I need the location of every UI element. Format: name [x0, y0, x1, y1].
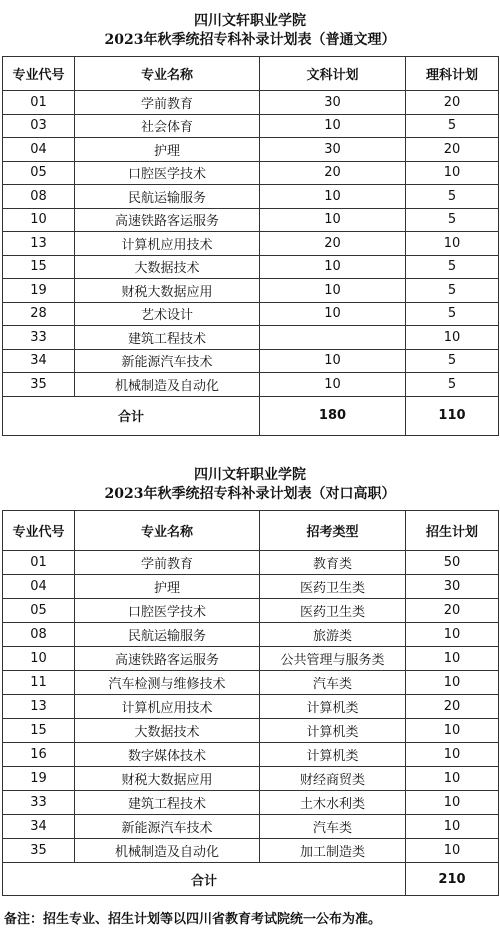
code-cell: 34 [3, 349, 75, 373]
code-cell: 35 [3, 839, 75, 863]
code-cell: 15 [3, 255, 75, 279]
table-row [3, 255, 499, 279]
col4-cell: 10 [406, 671, 499, 695]
table-row [3, 599, 499, 623]
major-cell: 高速铁路客运服务 [75, 647, 260, 671]
code-cell: 19 [3, 767, 75, 791]
table-row [3, 815, 499, 839]
table-row [3, 839, 499, 863]
major-cell: 学前教育 [75, 551, 260, 575]
major-cell: 口腔医学技术 [75, 599, 260, 623]
col3-cell: 10 [260, 114, 406, 138]
header-cell: 文科计划 [260, 57, 406, 91]
header-cell: 专业代号 [3, 57, 75, 91]
col4-cell: 10 [406, 326, 499, 350]
major-cell: 口腔医学技术 [75, 161, 260, 185]
code-cell: 05 [3, 161, 75, 185]
col3-cell: 汽车类 [260, 815, 406, 839]
major-cell: 学前教育 [75, 91, 260, 115]
table-row [3, 114, 499, 138]
header-cell: 招考类型 [260, 511, 406, 551]
table-row [3, 349, 499, 373]
table2-title-line2: 2023年秋季统招专科补录计划表（对口高职） [104, 486, 396, 502]
table-row [3, 161, 499, 185]
total-label: 合计 [3, 396, 260, 435]
col4-cell: 10 [406, 232, 499, 256]
footnote: 备注：招生专业、招生计划等以四川省教育考试院统一公布为准。 [4, 912, 382, 927]
col3-cell: 旅游类 [260, 623, 406, 647]
major-cell: 护理 [75, 138, 260, 162]
table-row [3, 671, 499, 695]
col4-cell: 50 [406, 551, 499, 575]
major-cell: 民航运输服务 [75, 623, 260, 647]
code-cell: 08 [3, 623, 75, 647]
code-cell: 15 [3, 719, 75, 743]
major-cell: 社会体育 [75, 114, 260, 138]
major-cell: 新能源汽车技术 [75, 349, 260, 373]
col4-cell: 10 [406, 743, 499, 767]
col3-cell: 教育类 [260, 551, 406, 575]
total-row [3, 863, 499, 896]
header-cell: 理科计划 [406, 57, 499, 91]
col4-cell: 5 [406, 349, 499, 373]
col3-cell: 10 [260, 349, 406, 373]
code-cell: 16 [3, 743, 75, 767]
col3-cell: 20 [260, 232, 406, 256]
col3-cell: 加工制造类 [260, 839, 406, 863]
col3-cell: 公共管理与服务类 [260, 647, 406, 671]
table-row [3, 623, 499, 647]
table-row [3, 326, 499, 350]
code-cell: 03 [3, 114, 75, 138]
col3-cell [260, 326, 406, 350]
code-cell: 35 [3, 373, 75, 397]
col4-cell: 5 [406, 373, 499, 397]
major-cell: 建筑工程技术 [75, 791, 260, 815]
code-cell: 01 [3, 91, 75, 115]
col3-cell: 汽车类 [260, 671, 406, 695]
col4-cell: 20 [406, 138, 499, 162]
col4-cell: 5 [406, 185, 499, 209]
header-row [3, 511, 499, 551]
col4-cell: 10 [406, 839, 499, 863]
code-cell: 13 [3, 232, 75, 256]
table1-title [0, 12, 500, 50]
table-row [3, 373, 499, 397]
major-cell: 建筑工程技术 [75, 326, 260, 350]
major-cell: 艺术设计 [75, 302, 260, 326]
general-plan-table [2, 56, 499, 436]
table-row [3, 551, 499, 575]
col3-cell: 10 [260, 208, 406, 232]
col3-cell: 计算机类 [260, 695, 406, 719]
vocational-plan-table [2, 510, 499, 896]
table2-title-line1: 四川文轩职业学院 [194, 467, 306, 483]
table-row [3, 575, 499, 599]
major-cell: 财税大数据应用 [75, 767, 260, 791]
major-cell: 数字媒体技术 [75, 743, 260, 767]
col3-cell: 30 [260, 138, 406, 162]
col4-cell: 5 [406, 255, 499, 279]
table-row [3, 138, 499, 162]
table-row [3, 767, 499, 791]
table-row [3, 743, 499, 767]
major-cell: 新能源汽车技术 [75, 815, 260, 839]
table-row [3, 185, 499, 209]
table-row [3, 719, 499, 743]
code-cell: 33 [3, 326, 75, 350]
total-row [3, 396, 499, 435]
col3-cell: 财经商贸类 [260, 767, 406, 791]
major-cell: 民航运输服务 [75, 185, 260, 209]
table1-title-line2: 2023年秋季统招专科补录计划表（普通文理） [104, 32, 396, 48]
code-cell: 05 [3, 599, 75, 623]
major-cell: 护理 [75, 575, 260, 599]
col3-cell: 医药卫生类 [260, 599, 406, 623]
table-row [3, 302, 499, 326]
major-cell: 财税大数据应用 [75, 279, 260, 303]
table-row [3, 208, 499, 232]
header-cell: 专业名称 [75, 57, 260, 91]
col3-cell: 10 [260, 373, 406, 397]
major-cell: 机械制造及自动化 [75, 839, 260, 863]
header-cell: 专业代号 [3, 511, 75, 551]
code-cell: 08 [3, 185, 75, 209]
col4-cell: 10 [406, 161, 499, 185]
total-science: 110 [406, 396, 499, 435]
major-cell: 计算机应用技术 [75, 232, 260, 256]
major-cell: 大数据技术 [75, 719, 260, 743]
col4-cell: 5 [406, 279, 499, 303]
major-cell: 大数据技术 [75, 255, 260, 279]
col3-cell: 10 [260, 279, 406, 303]
table-row [3, 232, 499, 256]
col4-cell: 10 [406, 791, 499, 815]
total-label: 合计 [3, 863, 406, 896]
code-cell: 10 [3, 208, 75, 232]
col4-cell: 5 [406, 114, 499, 138]
col4-cell: 20 [406, 91, 499, 115]
code-cell: 13 [3, 695, 75, 719]
col3-cell: 医药卫生类 [260, 575, 406, 599]
code-cell: 11 [3, 671, 75, 695]
col4-cell: 20 [406, 695, 499, 719]
total-plan: 210 [406, 863, 499, 896]
total-arts: 180 [260, 396, 406, 435]
code-cell: 01 [3, 551, 75, 575]
table-row [3, 279, 499, 303]
col4-cell: 30 [406, 575, 499, 599]
col4-cell: 20 [406, 599, 499, 623]
header-row [3, 57, 499, 91]
col3-cell: 10 [260, 185, 406, 209]
col3-cell: 10 [260, 255, 406, 279]
code-cell: 28 [3, 302, 75, 326]
table-row [3, 695, 499, 719]
table-row [3, 91, 499, 115]
col3-cell: 10 [260, 302, 406, 326]
code-cell: 10 [3, 647, 75, 671]
code-cell: 04 [3, 575, 75, 599]
code-cell: 19 [3, 279, 75, 303]
code-cell: 34 [3, 815, 75, 839]
col3-cell: 计算机类 [260, 743, 406, 767]
col4-cell: 5 [406, 302, 499, 326]
col4-cell: 10 [406, 623, 499, 647]
col4-cell: 10 [406, 815, 499, 839]
header-cell: 专业名称 [75, 511, 260, 551]
col4-cell: 10 [406, 767, 499, 791]
col3-cell: 30 [260, 91, 406, 115]
col4-cell: 10 [406, 647, 499, 671]
table-row [3, 647, 499, 671]
code-cell: 04 [3, 138, 75, 162]
col4-cell: 10 [406, 719, 499, 743]
major-cell: 机械制造及自动化 [75, 373, 260, 397]
col4-cell: 5 [406, 208, 499, 232]
major-cell: 汽车检测与维修技术 [75, 671, 260, 695]
table-row [3, 791, 499, 815]
table1-title-line1: 四川文轩职业学院 [194, 13, 306, 29]
col3-cell: 土木水利类 [260, 791, 406, 815]
code-cell: 33 [3, 791, 75, 815]
col3-cell: 20 [260, 161, 406, 185]
major-cell: 高速铁路客运服务 [75, 208, 260, 232]
col3-cell: 计算机类 [260, 719, 406, 743]
table2-title [0, 466, 500, 504]
major-cell: 计算机应用技术 [75, 695, 260, 719]
header-cell: 招生计划 [406, 511, 499, 551]
